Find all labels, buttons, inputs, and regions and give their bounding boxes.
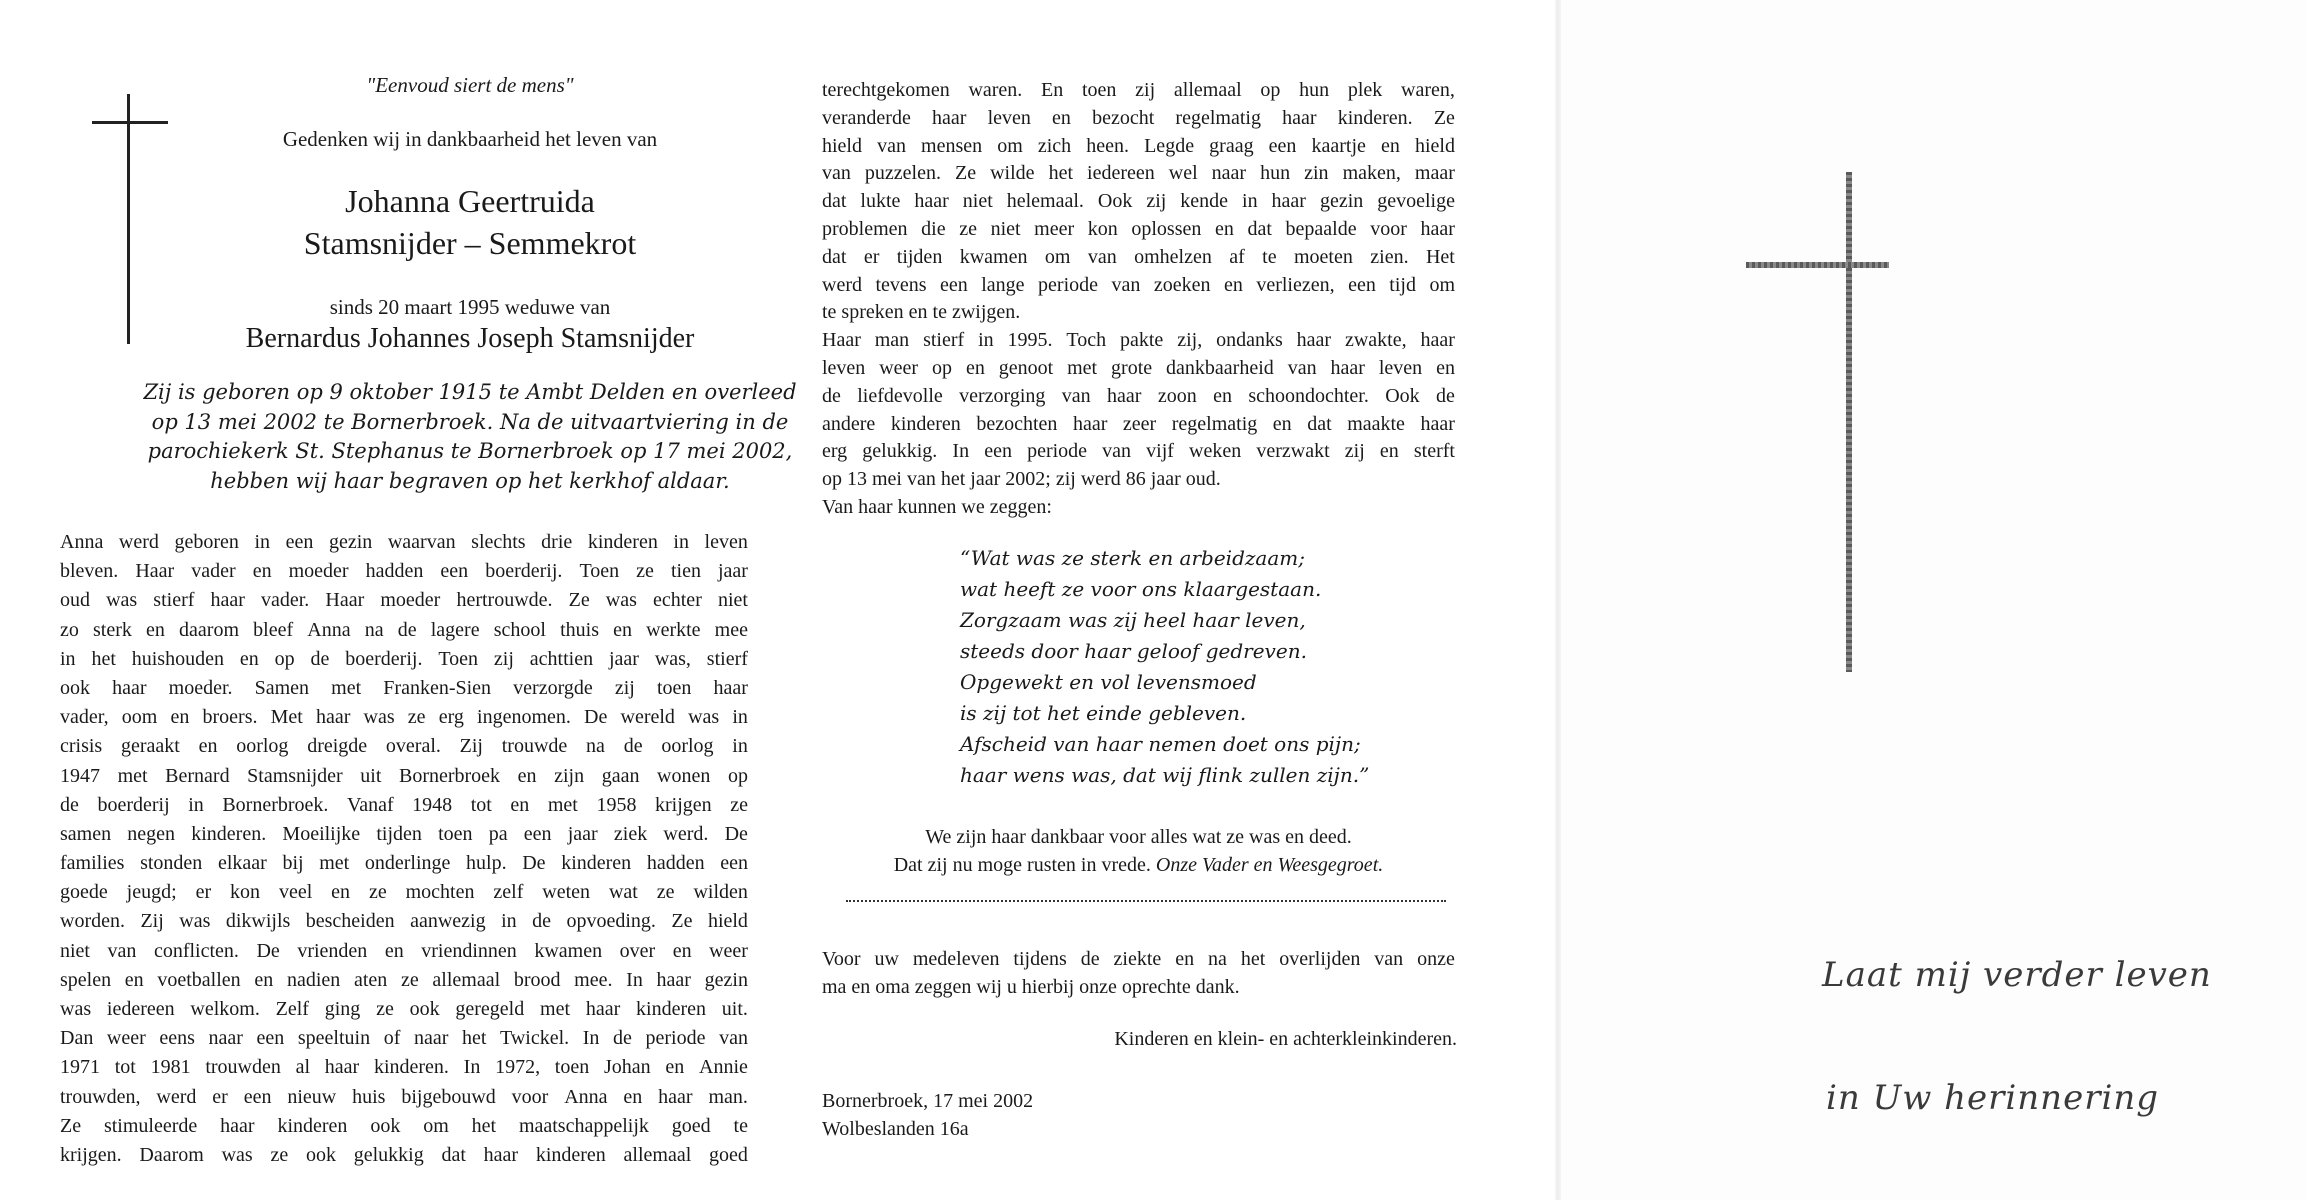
story-line: werd tevens een lange periode van zoeken en verliezen, een tijd om — [822, 273, 1455, 296]
husband-name: Bernardus Johannes Joseph Stamsnijder — [245, 323, 695, 354]
signature: Kinderen en klein- en achterkleinkinderen. — [1114, 1028, 1457, 1050]
place-date: Bornerbroek, 17 mei 2002 — [822, 1090, 1034, 1112]
story-line: spelen en voetballen en nadien aten ze allemaal brood mee. In haar gezin — [60, 968, 748, 991]
story-line: veranderde haar leven en bezocht regelmatig haar kinderen. Ze — [822, 106, 1455, 129]
motto: "Eenvoud siert de mens" — [366, 73, 574, 97]
story-line: oud was stierf haar vader. Haar moeder hertrouwde. Ze was echter niet — [60, 589, 748, 612]
story-line: dat er tijden kwamen om van omhelzen af te moeten zien. Het — [822, 245, 1455, 268]
story-line: van puzzelen. Ze wilde het iedereen wel naar hun zin maken, maar — [822, 162, 1455, 185]
deceased-name-line1: Johanna Geertruida — [345, 183, 595, 219]
poem — [960, 543, 1369, 791]
story-line: Haar man stierf in 1995. Toch pakte zij, ondanks haar zwakte, haar — [822, 329, 1455, 352]
story-line: dat lukte haar niet helemaal. Ook zij kende in haar gezin gevoelige — [822, 190, 1455, 213]
story-line: samen negen kinderen. Moeilijke tijden toen pa een jaar ziek werd. De — [60, 822, 748, 845]
cross-icon — [127, 94, 130, 344]
rest-in-peace: Dat zij nu moge rusten in vrede. — [893, 854, 1151, 876]
story-line: Anna werd geboren in een gezin waarvan slechts drie kinderen in leven — [60, 531, 748, 553]
story-line: in het huishouden en op de boerderij. Toen zij achttien jaar was, stierf — [60, 647, 748, 670]
condolence-line: ma en oma zeggen wij u hierbij onze oprechte dank. — [822, 976, 1240, 998]
thanks-block — [822, 823, 1455, 879]
story-line: vader, oom en broers. Met haar was ze erg ingenomen. De wereld was in — [60, 706, 748, 729]
story-line: terechtgekomen waren. En toen zij allemaal op hun plek waren, — [822, 79, 1455, 101]
story-line: families stonden elkaar bij met onderlinge hulp. De kinderen hadden een — [60, 852, 748, 875]
cross-icon-bar — [92, 121, 168, 124]
address: Wolbeslanden 16a — [822, 1118, 969, 1140]
gedenken-line: Gedenken wij in dankbaarheid het leven van — [282, 127, 658, 151]
condolence-line: Voor uw medeleven tijdens de ziekte en na het overlijden van onze — [822, 948, 1455, 970]
poem-line: haar wens was, dat wij flink zullen zijn.” — [960, 763, 1370, 787]
story-line: op 13 mei van het jaar 2002; zij werd 86 jaar oud. — [822, 468, 1221, 491]
prayers: Onze Vader en Weesgegroet. — [1155, 854, 1384, 876]
poem-line: Opgewekt en vol levensmoed — [960, 670, 1257, 694]
story-line: krijgen. Daarom was ze ook gelukkig dat haar kinderen allemaal goed — [60, 1143, 748, 1166]
poem-line: steeds door haar geloof gedreven. — [960, 639, 1307, 663]
born-line: op 13 mei 2002 te Bornerbroek. Na de uitvaartviering in de — [151, 409, 789, 434]
poem-line: Afscheid van haar nemen doet ons pijn; — [960, 732, 1361, 756]
story-line: was iedereen welkom. Zelf ging ze ook geregeld met haar kinderen uit. — [60, 998, 748, 1020]
cross-icon-right — [1846, 172, 1852, 672]
life-story-part1 — [60, 528, 748, 1170]
right-panel — [1561, 0, 2307, 1200]
poem-line: Zorgzaam was zij heel haar leven, — [960, 608, 1306, 632]
remembrance-line2: in Uw herinnering — [1826, 1078, 2159, 1118]
story-line: niet van conflicten. De vrienden en vriendinnen kwamen over en weer — [60, 939, 748, 962]
life-story-part2 — [822, 77, 1455, 522]
cross-icon-right-bar — [1746, 262, 1889, 268]
story-line: zo sterk en daarom bleef Anna na de lagere school thuis en werkte mee — [60, 618, 748, 641]
story-line: Dan weer eens naar een speeltuin of naar het Twickel. In de periode van — [60, 1027, 748, 1050]
poem-line: is zij tot het einde gebleven. — [960, 701, 1247, 725]
story-line: hield van mensen om zich heen. Legde graag een kaartje en hield — [822, 134, 1455, 157]
story-line: 1971 tot 1981 trouwden al haar kinderen. In 1972, toen Johan en Annie — [60, 1056, 748, 1079]
widow-since-line: sinds 20 maart 1995 weduwe van — [329, 295, 611, 319]
story-line: trouwden, werd er een nieuw huis bijgebouwd voor Anna en haar man. — [60, 1085, 748, 1108]
story-line: 1947 met Bernard Stamsnijder uit Bornerbroek en zijn gaan wonen op — [60, 764, 748, 787]
birth-death-block — [95, 378, 845, 496]
poem-line: “Wat was ze sterk en arbeidzaam; — [960, 546, 1305, 570]
story-line: Ze stimuleerde haar kinderen ook om het maatschappelijk goed te — [60, 1114, 748, 1137]
story-line: bleven. Haar vader en moeder hadden een boerderij. Toen ze tien jaar — [60, 560, 748, 583]
story-line: te spreken en te zwijgen. — [822, 301, 1021, 324]
story-line: de boerderij in Bornerbroek. Vanaf 1948 tot en met 1958 krijgen ze — [60, 793, 748, 816]
thanks-line — [822, 851, 1455, 879]
story-line: Van haar kunnen we zeggen: — [822, 495, 1052, 518]
thanks-line: We zijn haar dankbaar voor alles wat ze was en deed. — [925, 826, 1352, 848]
story-line: ook haar moeder. Samen met Franken-Sien verzorgde zij toen haar — [60, 676, 748, 699]
story-line: leven weer op en genoot met grote dankbaarheid van haar leven en — [822, 356, 1455, 379]
story-line: de liefdevolle verzorging van haar zoon en schoondochter. Ook de — [822, 384, 1455, 407]
story-line: erg gelukkig. In een periode van vijf weken verzwakt zij en sterft — [822, 440, 1455, 463]
dotted-divider — [846, 900, 1446, 902]
poem-line: wat heeft ze voor ons klaargestaan. — [960, 577, 1322, 601]
born-line: Zij is geboren op 9 oktober 1915 te Ambt Delden en overleed — [143, 380, 797, 404]
story-line: worden. Zij was dikwijls bescheiden aanwezig in de opvoeding. Ze hield — [60, 910, 748, 933]
remembrance-line1: Laat mij verder leven — [1822, 955, 2212, 995]
story-line: problemen die ze niet meer kon oplossen en dat bepaalde voor haar — [822, 217, 1455, 240]
born-line: hebben wij haar begraven op het kerkhof aldaar. — [210, 468, 730, 493]
condolence-block — [822, 945, 1455, 1001]
place-address — [822, 1087, 1033, 1143]
born-line: parochiekerk St. Stephanus te Bornerbroek op 17 mei 2002, — [147, 439, 793, 463]
story-line: andere kinderen bezochten haar zeer regelmatig en dat maakte haar — [822, 412, 1455, 435]
story-line: crisis geraakt en oorlog dreigde overal. Zij trouwde na de oorlog in — [60, 735, 748, 758]
deceased-name-line2: Stamsnijder – Semmekrot — [303, 225, 637, 261]
story-line: goede jeugd; er kon veel en ze mochten zelf weten wat ze wilden — [60, 881, 748, 904]
